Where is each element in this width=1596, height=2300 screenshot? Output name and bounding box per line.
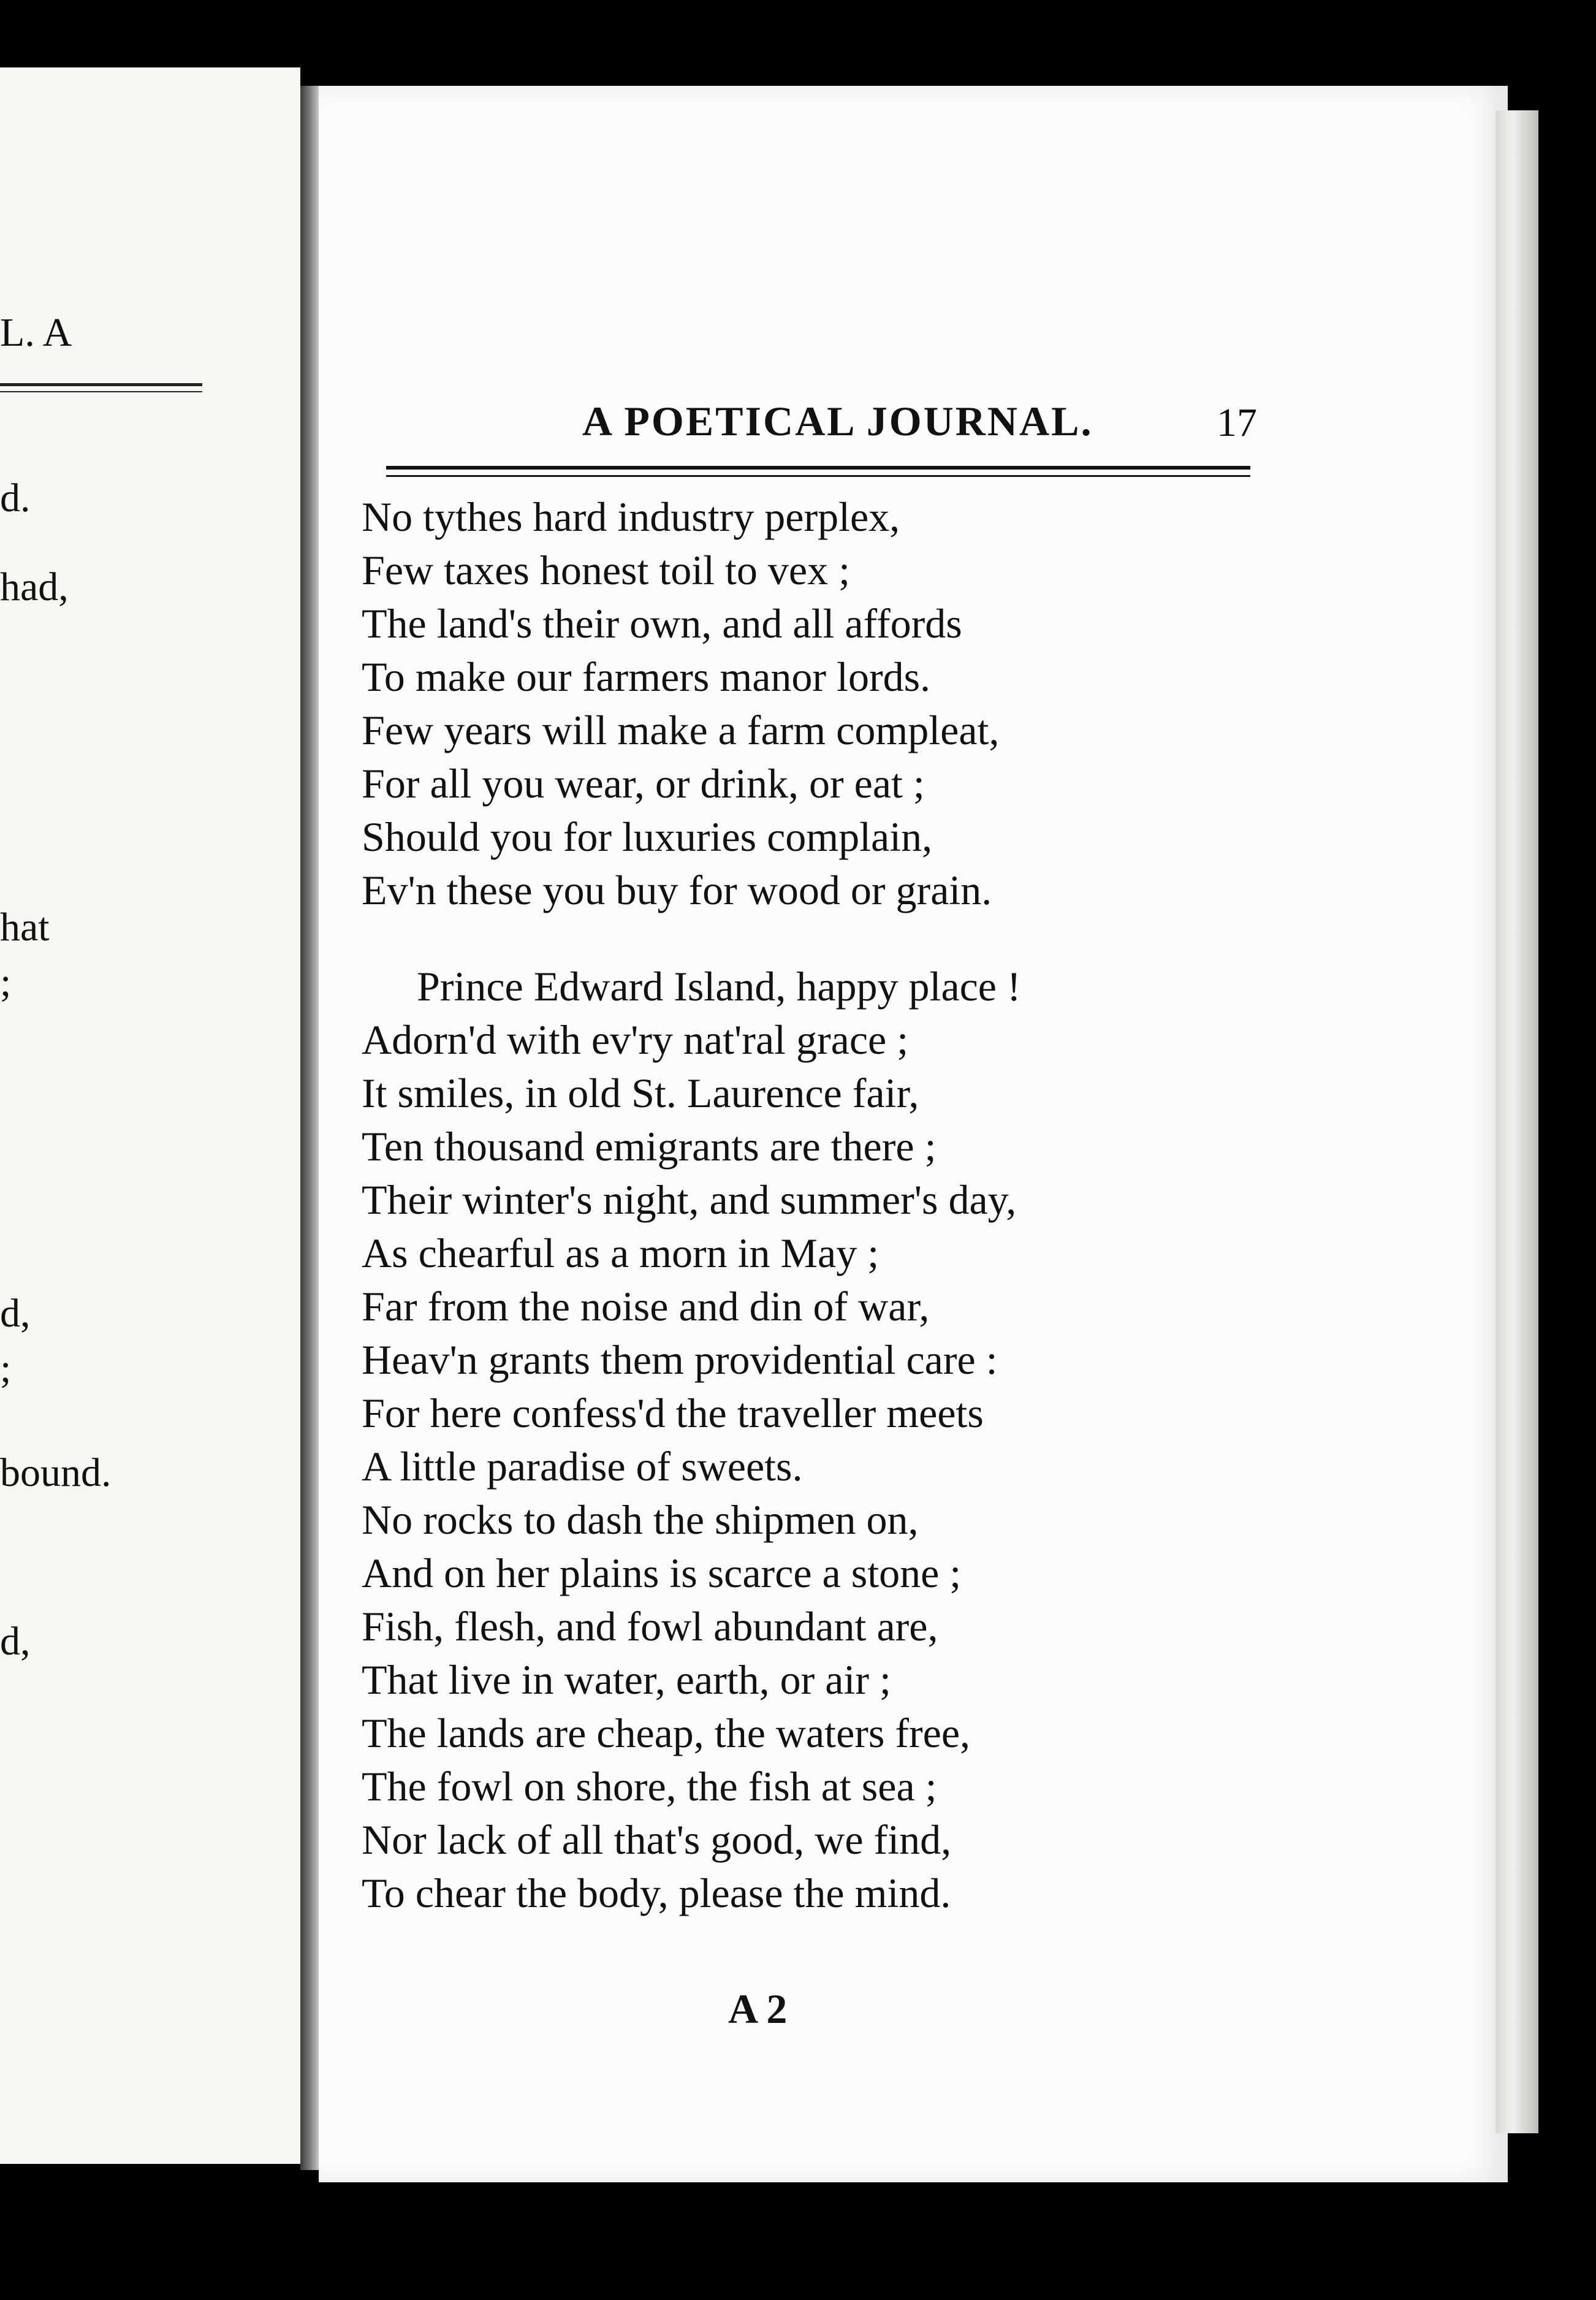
poem-line: The lands are cheap, the waters free, bbox=[362, 1710, 971, 1756]
book-gutter bbox=[300, 86, 320, 2170]
poem-line: Prince Edward Island, happy place ! bbox=[417, 963, 1021, 1010]
left-line-fragment: d, bbox=[0, 1619, 31, 1664]
poem-line: It smiles, in old St. Laurence fair, bbox=[362, 1070, 919, 1116]
poem-text bbox=[362, 490, 1250, 1920]
stanza-1 bbox=[362, 490, 1250, 917]
page-number: 17 bbox=[1217, 400, 1257, 445]
poem-line: For all you wear, or drink, or eat ; bbox=[362, 760, 925, 807]
poem-line: Far from the noise and din of war, bbox=[362, 1283, 930, 1330]
poem-line: To make our farmers manor lords. bbox=[362, 653, 931, 700]
poem-line: To chear the body, please the mind. bbox=[362, 1870, 951, 1916]
left-line-fragment: ; bbox=[0, 960, 12, 1005]
signature-mark: A 2 bbox=[728, 1986, 788, 2032]
poem-line: As chearful as a morn in May ; bbox=[362, 1230, 880, 1276]
left-line-fragment: d, bbox=[0, 1291, 31, 1336]
poem-line: Their winter's night, and summer's day, bbox=[362, 1176, 1017, 1223]
poem-line: And on her plains is scarce a stone ; bbox=[362, 1550, 962, 1596]
stanza-gap bbox=[362, 917, 1250, 960]
poem-line: Ten thousand emigrants are there ; bbox=[362, 1123, 937, 1170]
poem-line: The land's their own, and all affords bbox=[362, 600, 962, 647]
poem-line: Few years will make a farm compleat, bbox=[362, 707, 1000, 753]
poem-line: Fish, flesh, and fowl abundant are, bbox=[362, 1603, 938, 1650]
stanza-2 bbox=[362, 960, 1250, 1920]
poem-line: For here confess'd the traveller meets bbox=[362, 1390, 984, 1436]
left-header-fragment: L. A bbox=[0, 310, 72, 355]
left-header-rule bbox=[0, 383, 202, 392]
page-edge bbox=[1495, 110, 1538, 2133]
poem-line: Ev'n these you buy for wood or grain. bbox=[362, 867, 992, 913]
poem-line: Nor lack of all that's good, we find, bbox=[362, 1816, 952, 1863]
poem-line: No rocks to dash the shipmen on, bbox=[362, 1496, 919, 1543]
running-title: A POETICAL JOURNAL. bbox=[582, 398, 1093, 444]
header-rule bbox=[386, 466, 1250, 477]
poem-line: Should you for luxuries complain, bbox=[362, 813, 933, 860]
poem-line: Few taxes honest toil to vex ; bbox=[362, 547, 851, 593]
poem-line: The fowl on shore, the fish at sea ; bbox=[362, 1763, 937, 1810]
left-line-fragment: d. bbox=[0, 476, 31, 520]
left-line-fragment: ; bbox=[0, 1346, 12, 1391]
left-line-fragment: bound. bbox=[0, 1450, 112, 1495]
left-line-fragment: had, bbox=[0, 565, 69, 609]
poem-line: A little paradise of sweets. bbox=[362, 1443, 803, 1490]
poem-line: That live in water, earth, or air ; bbox=[362, 1656, 891, 1703]
poem-line: No tythes hard industry perplex, bbox=[362, 493, 900, 540]
poem-line: Adorn'd with ev'ry nat'ral grace ; bbox=[362, 1016, 909, 1063]
poem-line: Heav'n grants them providential care : bbox=[362, 1336, 998, 1383]
previous-page-fragment bbox=[0, 67, 300, 2164]
left-line-fragment: hat bbox=[0, 905, 50, 950]
